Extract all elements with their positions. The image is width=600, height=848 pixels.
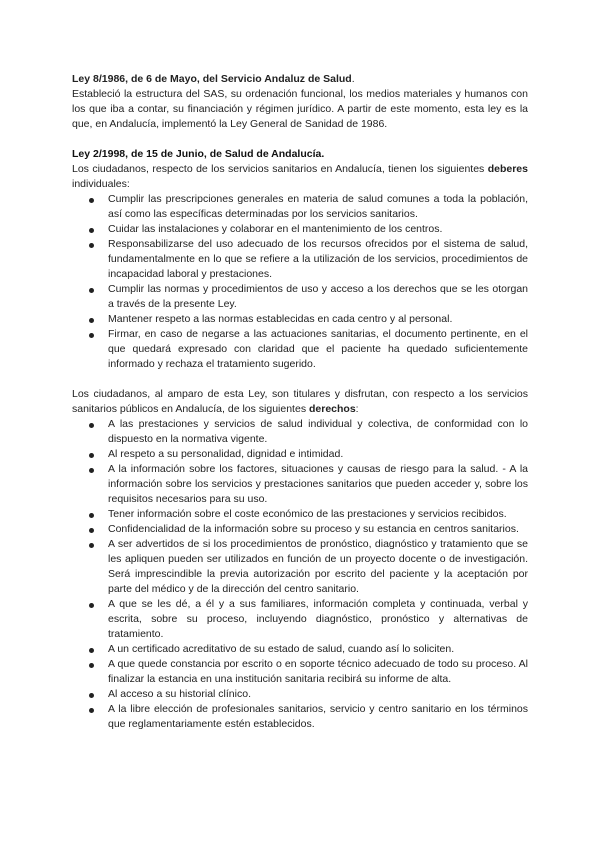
duty-text: Cuidar las instalaciones y colaborar en el mantenimiento de los centros. <box>108 223 443 235</box>
bullet-icon <box>89 513 94 518</box>
rights-intro-suffix: : <box>355 403 359 415</box>
duty-text: Cumplir las normas y procedimientos de uso y acceso a los derechos que se les otorgan a través de la presente Ley. <box>108 283 528 310</box>
right-text: Confidencialidad de la información sobre su proceso y su estancia en centros sanitarios. <box>108 523 519 535</box>
duty-text: Responsabilizarse del uso adecuado de los recursos ofrecidos por el sistema de salud, fundamentalmente en lo que se refiere a la utilización de los servicios, procedimientos de incapacidad laboral y prestaciones. <box>108 238 528 280</box>
rights-list <box>72 417 528 732</box>
right-text: A que quede constancia por escrito o en soporte técnico adecuado de todo su proceso. Al finalizar la estancia en una institución sanitaria recibirá su informe de alta. <box>108 658 528 685</box>
bullet-icon <box>89 198 94 203</box>
right-text: Tener información sobre el coste económico de las prestaciones y servicios recibidos. <box>108 508 507 520</box>
bullet-icon <box>89 693 94 698</box>
right-item <box>72 597 528 642</box>
bullet-icon <box>89 648 94 653</box>
rights-intro <box>72 387 528 417</box>
right-item <box>72 687 528 702</box>
duties-intro <box>72 162 528 192</box>
bullet-icon <box>89 603 94 608</box>
duty-item <box>72 237 528 282</box>
bullet-icon <box>89 663 94 668</box>
bullet-icon <box>89 708 94 713</box>
duties-list <box>72 192 528 372</box>
section1-text: Estableció la estructura del SAS, su ordenación funcional, los medios materiales y humanos con los que iba a contar, su financiación y régimen jurídico. A partir de este momento, esta ley es la que, en Andalucía, implementó la Ley General de Sanidad de 1986. <box>72 88 528 130</box>
duty-item <box>72 282 528 312</box>
right-item <box>72 447 528 462</box>
bullet-icon <box>89 243 94 248</box>
bullet-icon <box>89 288 94 293</box>
right-text: Al respeto a su personalidad, dignidad e intimidad. <box>108 448 344 460</box>
rights-intro-bold: derechos <box>308 403 356 415</box>
bullet-icon <box>89 318 94 323</box>
bullet-icon <box>89 333 94 338</box>
right-item <box>72 657 528 687</box>
bullet-icon <box>89 228 94 233</box>
section1-heading-suffix: . <box>351 73 355 85</box>
bullet-icon <box>89 468 94 473</box>
right-item <box>72 507 528 522</box>
bullet-icon <box>89 423 94 428</box>
duty-item <box>72 312 528 327</box>
duties-intro-bold: deberes <box>487 163 528 175</box>
right-text: A la información sobre los factores, situaciones y causas de riesgo para la salud. - A la información sobre los servicios y prestaciones sanitarios que pueden acceder y, sobre los requisitos necesarios para su uso. <box>108 463 528 505</box>
bullet-icon <box>89 453 94 458</box>
section2-heading: Ley 2/1998, de 15 de Junio, de Salud de Andalucía. <box>72 148 325 160</box>
duty-item <box>72 327 528 372</box>
right-item <box>72 522 528 537</box>
duty-text: Firmar, en caso de negarse a las actuaciones sanitarias, el documento pertinente, en el que quedará expresado con claridad que el paciente ha quedado suficientemente informado y rechaza el tratamiento sugerido. <box>108 328 528 370</box>
right-text: Al acceso a su historial clínico. <box>108 688 251 700</box>
right-text: A la libre elección de profesionales sanitarios, servicio y centro sanitario en los términos que reglamentariamente estén establecidos. <box>108 703 528 730</box>
right-text: A ser advertidos de si los procedimientos de pronóstico, diagnóstico y tratamiento que se les apliquen pueden ser utilizados en función de un proyecto docente o de investigación. Será imprescindible la previa autorización por escrito del paciente y la aceptación por parte del médico y de la dirección del centro sanitario. <box>108 538 528 595</box>
right-text: A un certificado acreditativo de su estado de salud, cuando así lo soliciten. <box>108 643 455 655</box>
right-text: A que se les dé, a él y a sus familiares, información completa y continuada, verbal y escrita, sobre su proceso, incluyendo diagnóstico, pronóstico y alternativas de tratamiento. <box>108 598 528 640</box>
spacer <box>72 132 528 147</box>
duty-text: Mantener respeto a las normas establecidas en cada centro y al personal. <box>108 313 453 325</box>
section1-heading-line <box>72 72 528 87</box>
duty-item <box>72 222 528 237</box>
section1-heading: Ley 8/1986, de 6 de Mayo, del Servicio Andaluz de Salud <box>72 73 352 85</box>
bullet-icon <box>89 543 94 548</box>
right-item <box>72 702 528 732</box>
right-item <box>72 537 528 597</box>
right-text: A las prestaciones y servicios de salud individual y colectiva, de conformidad con lo dispuesto en la normativa vigente. <box>108 418 528 445</box>
right-item <box>72 417 528 447</box>
bullet-icon <box>89 528 94 533</box>
right-item <box>72 642 528 657</box>
duty-item <box>72 192 528 222</box>
rights-intro-text: Los ciudadanos, al amparo de esta Ley, son titulares y disfrutan, con respecto a los servicios sanitarios públicos en Andalucía, de los siguientes <box>72 388 528 415</box>
document-content <box>72 72 528 732</box>
right-item <box>72 462 528 507</box>
duties-intro-text: Los ciudadanos, respecto de los servicios sanitarios en Andalucía, tienen los siguientes <box>72 163 485 175</box>
duty-text: Cumplir las prescripciones generales en materia de salud comunes a toda la población, así como las específicas determinadas por los servicios sanitarios. <box>108 193 528 220</box>
duties-intro-suffix: individuales: <box>72 178 130 190</box>
spacer <box>72 372 528 387</box>
